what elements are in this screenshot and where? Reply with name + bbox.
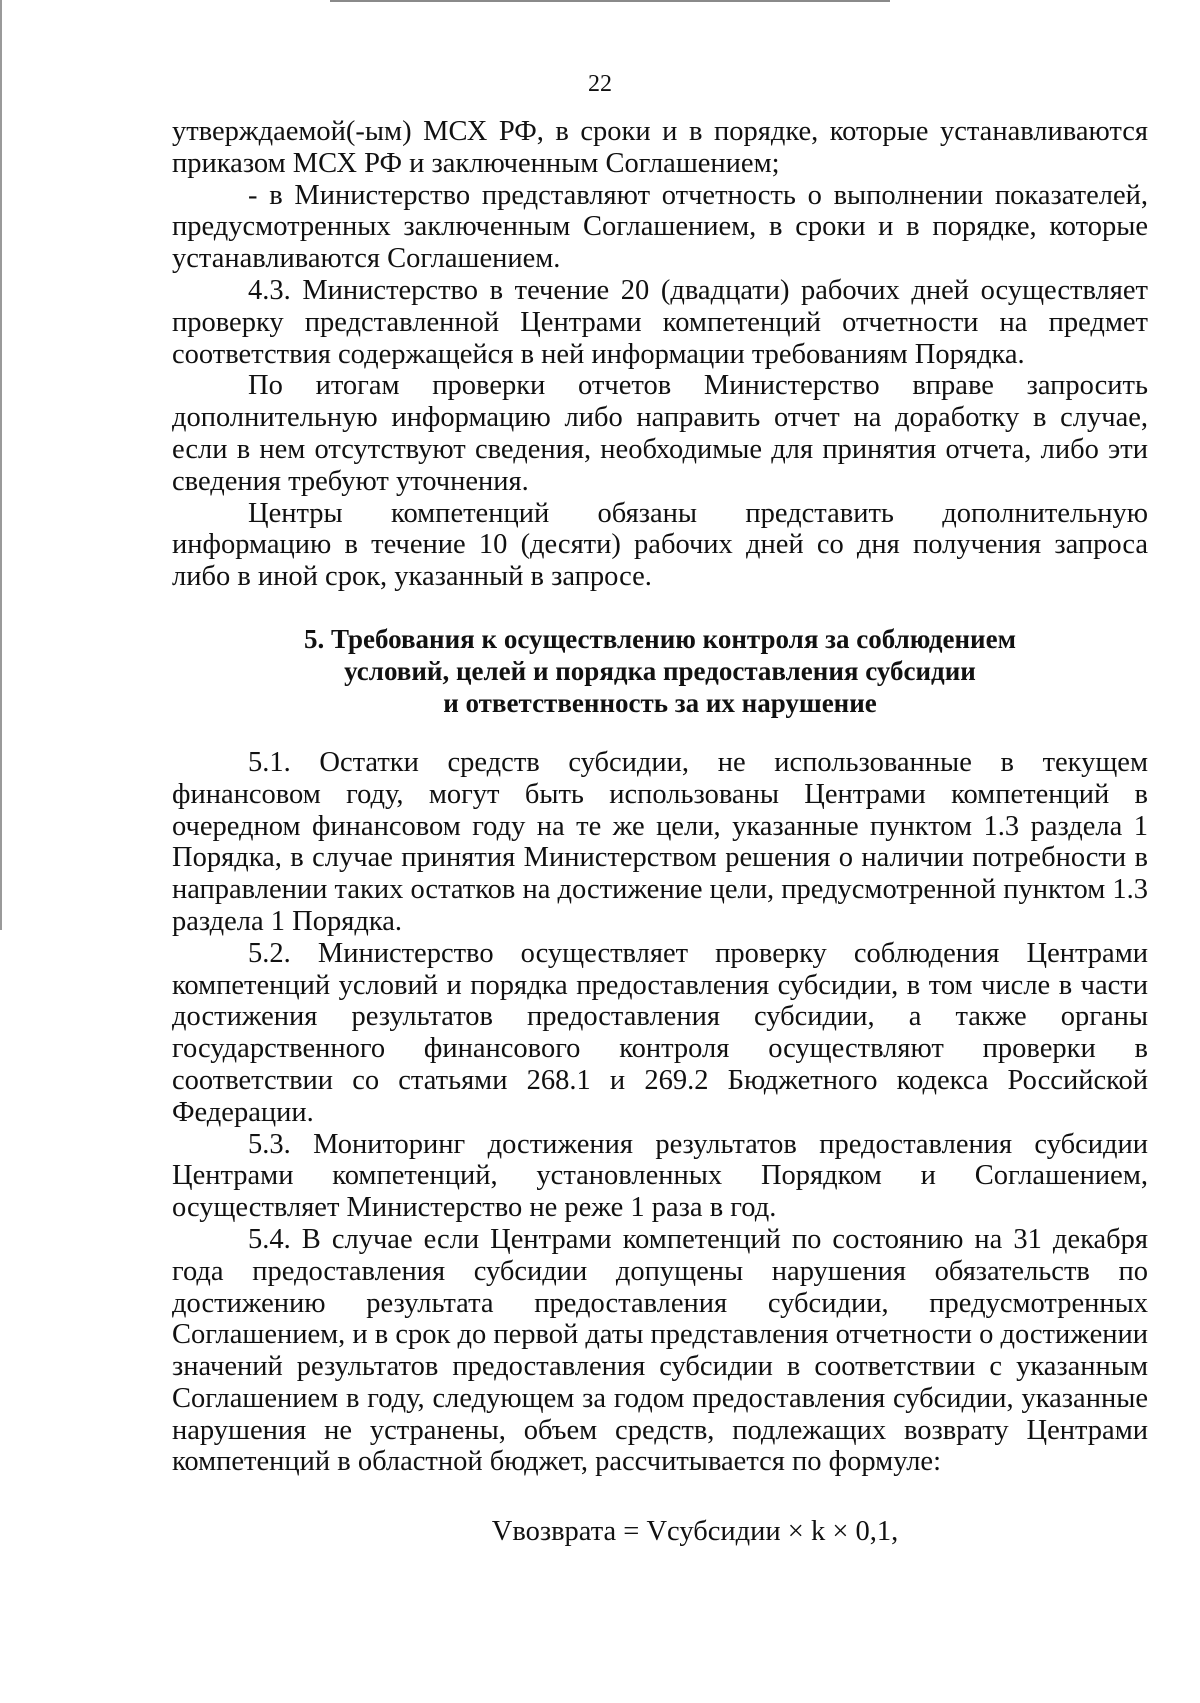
paragraph-5-3: 5.3. Мониторинг достижения результатов предоставления субсидии Центрами компетенций, установленных Порядком и Соглашением, осуществляет Министерство не реже 1 раза в год. — [172, 1128, 1148, 1224]
paragraph-5-4: 5.4. В случае если Центрами компетенций по состоянию на 31 декабря года предоставления субсидии допущены нарушения обязательств по достижению результата предоставления субсидии, предусмотренных Соглашением, и в срок до первой даты представления отчетности о достижении значений результатов предоставления субсидии в соответствии с указанным Соглашением в году, следующем за годом предоставления субсидии, указанные нарушения не устранены, объем средств, подлежащих возврату Центрами компетенций в областной бюджет, рассчитывается по формуле: — [172, 1223, 1148, 1478]
section-heading-line-1: 5. Требования к осуществлению контроля за соблюдением — [304, 623, 1016, 654]
paragraph-5-2: 5.2. Министерство осуществляет проверку соблюдения Центрами компетенций условий и порядка предоставления субсидии, в том числе в части достижения результатов предоставления субсидии, а также органы государственного финансового контроля осуществляют проверки в соответствии со статьями 268.1 и 269.2 Бюджетного кодекса Российской Федерации. — [172, 937, 1148, 1128]
paragraph-5-1: 5.1. Остатки средств субсидии, не использованные в текущем финансовом году, могут быть использованы Центрами компетенций в очередном финансовом году на те же цели, указанные пунктом 1.3 раздела 1 Порядка, в случае принятия Министерством решения о наличии потребности в направлении таких остатков на достижение цели, предусмотренной пунктом 1.3 раздела 1 Порядка. — [172, 746, 1148, 937]
paragraph-reporting: - в Министерство представляют отчетность о выполнении показателей, предусмотренных заключенным Соглашением, в сроки и в порядке, которые устанавливаются Соглашением. — [172, 179, 1148, 275]
section-heading-line-3: и ответственность за их нарушение — [443, 687, 877, 718]
section-5-heading — [172, 623, 1148, 719]
scan-edge-left — [0, 0, 2, 930]
paragraph-review-results: По итогам проверки отчетов Министерство вправе запросить дополнительную информацию либо направить отчет на доработку в случае, если в нем отсутствуют сведения, необходимые для принятия отчета, либо эти сведения требуют уточнения. — [172, 370, 1148, 497]
section-heading-line-2: условий, целей и порядка предоставления субсидии — [344, 655, 976, 686]
document-body — [172, 116, 1148, 1548]
paragraph-4-3: 4.3. Министерство в течение 20 (двадцати) рабочих дней осуществляет проверку представленной Центрами компетенций отчетности на предмет соответствия содержащейся в ней информации требованиям Порядка. — [172, 274, 1148, 370]
refund-formula: Vвозврата = Vсубсидии × k × 0,1, — [491, 1516, 899, 1548]
page-number: 22 — [588, 71, 612, 97]
paragraph-continuation: утверждаемой(-ым) МСХ РФ, в сроки и в порядке, которые устанавливаются приказом МСХ РФ и заключенным Соглашением; — [172, 116, 1148, 179]
paragraph-additional-info: Центры компетенций обязаны представить дополнительную информацию в течение 10 (десяти) рабочих дней со дня получения запроса либо в иной срок, указанный в запросе. — [172, 497, 1148, 593]
scan-edge-top — [330, 0, 890, 2]
